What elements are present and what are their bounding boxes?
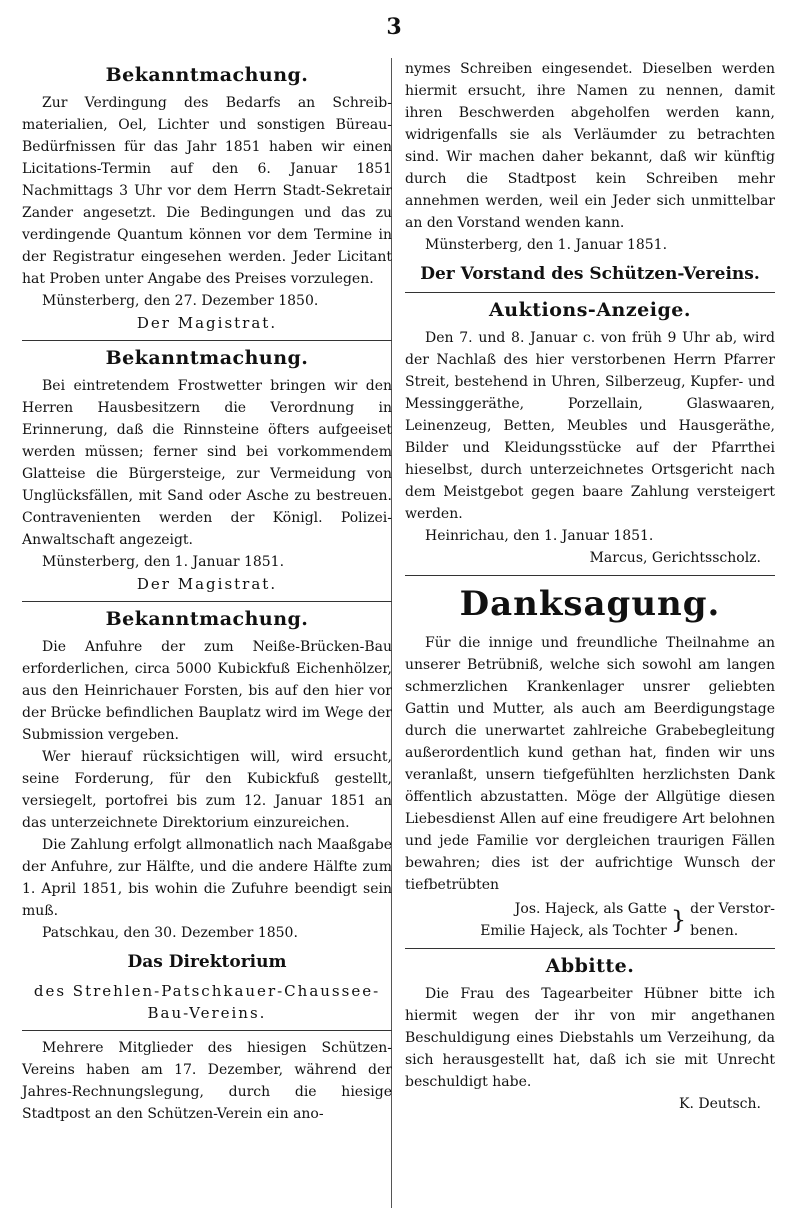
notice-signer: Der Vorstand des Schützen-Vereins.: [420, 264, 760, 284]
notice-thanks: [405, 584, 775, 942]
notice-body: nymes Schreiben eingesendet. Dieselben werden hiermit ersucht, ihre Namen zu nennen, damit ihren Beschwerden abgeholfen werden kann, widrigenfalls sie als Verläumder zu betrachten sind. Wir machen daher bekannt, daß wir künftig durch die Stadtpost kein Schreiben mehr annehmen werden, weil ein Jeder sich unmittelbar an den Vorstand wenden kann.: [405, 61, 775, 231]
notice-frost: [22, 347, 392, 595]
divider: [405, 948, 775, 949]
notice-signer: Marcus, Gerichtsscholz.: [589, 550, 761, 566]
notice-auction: [405, 299, 775, 569]
notice-body: Für die innige und freundliche Theilnahme an unserer Betrübniß, welche sich sowohl am langen schmerzlichen Krankenlager unsrer geliebten Gattin und Mutter, als auch am Beerdigungstage durch die unerwartet zahlreiche Grabebegleitung außerordentlich kund gethan hat, finden wir uns veranlaßt, unsern tiefgefühlten herzlichsten Dank öffentlich abzustatten. Möge der Allgütige diesen Liebesdienst Allen auf eine freudigere Art belohnen und jede Familie vor dergleichen traurigen Fällen bewahren; dies ist der aufrichtige Wunsch der tiefbetrübten: [405, 635, 775, 893]
notice-date: Münsterberg, den 1. Januar 1851.: [425, 237, 668, 253]
notice-heading: Auktions-Anzeige.: [489, 299, 691, 321]
notice-heading: Bekanntmachung.: [105, 347, 309, 369]
notice-date: Münsterberg, den 1. Januar 1851.: [42, 554, 285, 570]
left-column: [22, 58, 392, 1131]
notice-heading: Bekanntmachung.: [105, 608, 309, 630]
notice-heading: Bekanntmachung.: [105, 64, 309, 86]
notice-shooting-club-continued: [405, 58, 775, 286]
notice-body: Den 7. und 8. Januar c. von früh 9 Uhr ab, wird der Nachlaß des hier verstorbenen Herrn Pfarrer Streit, bestehend in Uhren, Silberzeug, Kupfer- und Messinggeräthe, Porzellain, Glaswaaren, Leinenzeug, Betten, Meubles und Hausgeräthe, Bilder und Kleidungsstücke auf der Pfarrthei hieselbst, durch unterzeichnetes Ortsgericht nach dem Meistgebot gegen baare Zahlung versteigert werden.: [405, 330, 775, 522]
notice-date: Patschkau, den 30. Dezember 1850.: [42, 925, 298, 941]
divider: [405, 292, 775, 293]
notice-signer: Der Magistrat.: [136, 575, 278, 593]
divider: [22, 601, 392, 602]
divider: [405, 575, 775, 576]
signature-name: Jos. Hajeck, als Gatte: [514, 901, 667, 917]
notice-body: Die Zahlung erfolgt allmonatlich nach Maaßgabe der Anfuhre, zur Hälfte, und die andere Hälfte zum 1. April 1851, bis wohin die Zufuhre beendigt sein muß.: [22, 837, 392, 919]
notice-heading: Abbitte.: [545, 955, 635, 977]
notice-office-supplies: [22, 64, 392, 334]
notice-date: Münsterberg, den 27. Dezember 1850.: [42, 293, 319, 309]
signature-relation: benen.: [690, 923, 739, 939]
notice-heading: Danksagung.: [459, 584, 721, 624]
notice-body: Mehrere Mitglieder des hiesigen Schützen-Vereins haben am 17. Dezember, während der Jahres-Rechnungslegung, durch die hiesige Stadtpost an den Schützen-Verein ein ano-: [22, 1040, 392, 1122]
notice-body: Wer hierauf rücksichtigen will, wird ersucht, seine Forderung, für den Kubickfuß gestellt, versiegelt, portofrei bis zum 12. Januar 1851 an das unterzeichnete Direktorium einzureichen.: [22, 749, 392, 831]
notice-date: Heinrichau, den 1. Januar 1851.: [425, 528, 654, 544]
page-number: 3: [386, 14, 402, 40]
notice-body: Bei eintretendem Frostwetter bringen wir den Herren Hausbesitzern die Verordnung in Erinnerung, daß die Rinnsteine öfters aufgeeiset werden müssen; ferner sind bei vorkommendem Glatteise die Bürgersteige, zur Vermeidung von Unglücksfällen, mit Sand oder Asche zu bestreuen. Contravenienten werden der Königl. Polizei-Anwaltschaft angezeigt.: [22, 378, 392, 548]
signature-name: Emilie Hajeck, als Tochter: [480, 923, 667, 939]
notice-body: Die Anfuhre der zum Neiße-Brücken-Bau erforderlichen, circa 5000 Kubickfuß Eichenhölzer, aus den Heinrichauer Forsten, bis auf den hier vor der Brücke befindlichen Bauplatz wird im Wege der Submission vergeben.: [22, 639, 392, 743]
notice-body: Die Frau des Tagearbeiter Hübner bitte ich hiermit wegen der ihr von mir angethanen Beschuldigung eines Diebstahls um Verzeihung, da sich herausgestellt hat, daß ich sie mit Unrecht beschuldigt habe.: [405, 986, 775, 1090]
divider: [22, 340, 392, 341]
notice-bridge-timber: [22, 608, 392, 1024]
notice-signer: K. Deutsch.: [678, 1096, 761, 1112]
brace-symbol: }: [670, 906, 687, 934]
signature-relation: der Verstor-: [690, 901, 775, 917]
signature-block: [405, 898, 775, 942]
divider: [22, 1030, 392, 1031]
right-column: [405, 58, 775, 1121]
notice-signer-line: Bau-Vereins.: [147, 1004, 267, 1022]
notice-shooting-club: [22, 1037, 392, 1125]
notice-body: Zur Verdingung des Bedarfs an Schreib-materialien, Oel, Lichter und sonstigen Büreau-Bedürfnissen für das Jahr 1851 haben wir einen Licitations-Termin auf den 6. Januar 1851 Nachmittags 3 Uhr vor dem Herrn Stadt-Sekretair Zander angesetzt. Die Bedingungen und das zu verdingende Quantum können vor dem Termine in der Registratur eingesehen werden. Jeder Licitant hat Proben unter Angabe des Preises vorzulegen.: [22, 95, 392, 287]
notice-signer-line: des Strehlen-Patschkauer-Chaussee-: [33, 982, 381, 1000]
notice-signer: Der Magistrat.: [136, 314, 278, 332]
notice-signer: Das Direktorium: [127, 952, 287, 972]
notice-apology: [405, 955, 775, 1115]
